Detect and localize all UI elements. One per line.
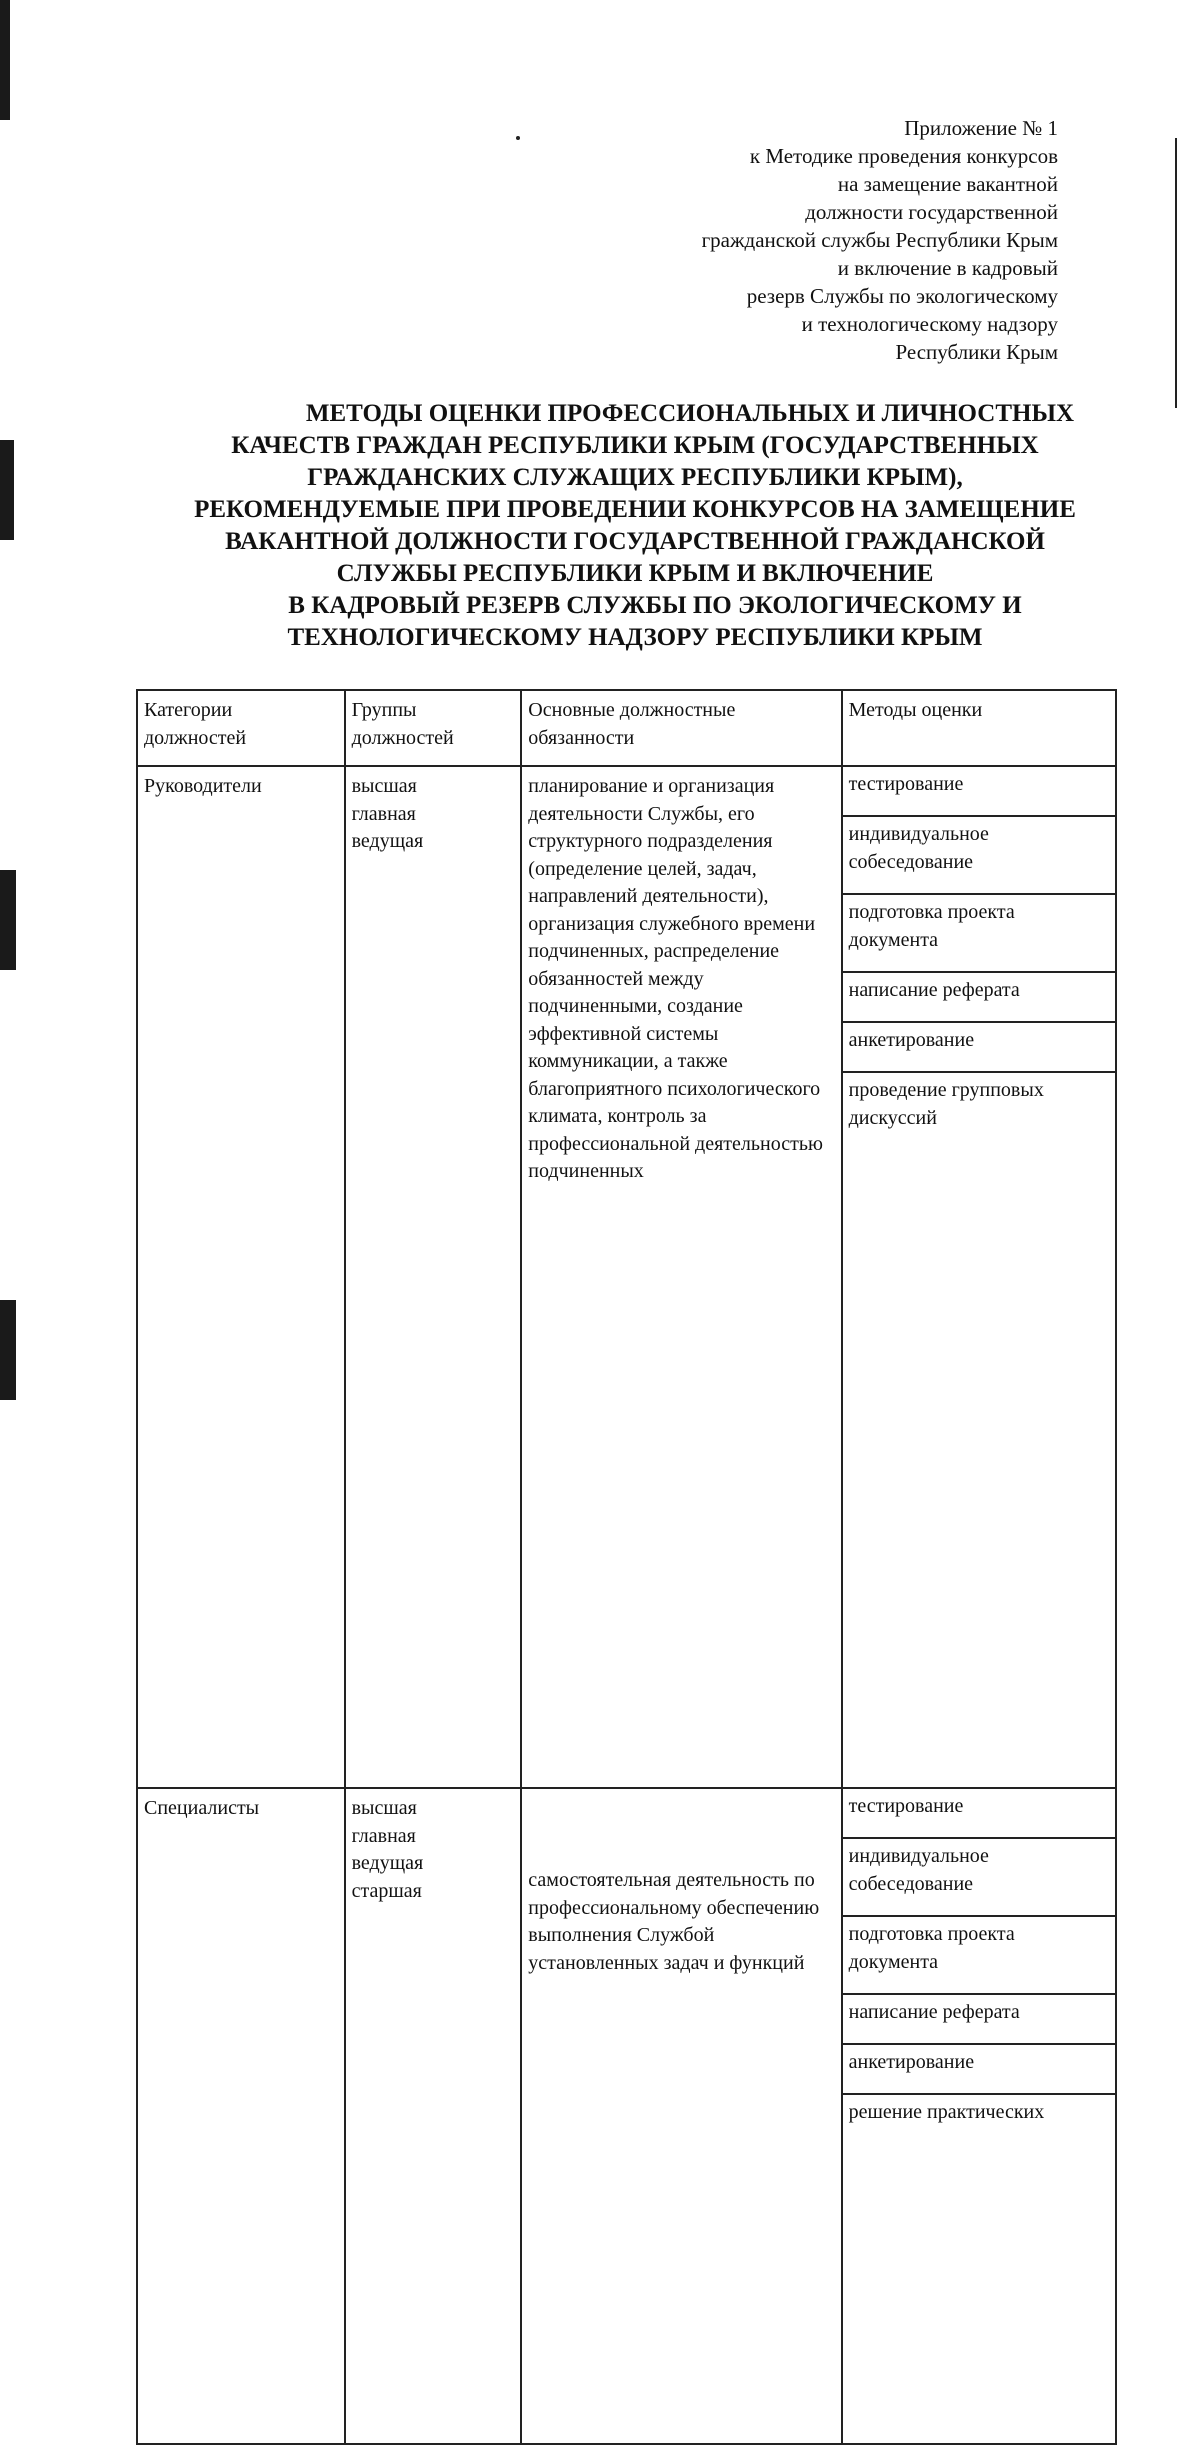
appendix-line: гражданской службы Республики Крым [701,228,1058,252]
method-item: написание реферата [843,973,1115,1023]
speck [516,136,520,140]
scan-artifact [0,0,10,120]
group-item: высшая [351,775,417,797]
appendix-line: должности государственной [805,200,1058,224]
group-item: ведущая [351,830,424,852]
category-cell: Руководители [137,766,345,1788]
method-item: написание реферата [843,1995,1115,2045]
group-item: главная [351,802,416,825]
header-cell: Методы оценки [842,690,1116,766]
header-cell: Категории должностей [137,690,345,766]
scan-artifact [0,870,16,970]
group-item: высшая [351,1797,417,1819]
title-line: ВАКАНТНОЙ ДОЛЖНОСТИ ГОСУДАРСТВЕННОЙ ГРАЖДАНСКОЙ [225,528,1045,555]
header-cell: Группы должностей [345,690,522,766]
methods-table [136,689,1117,2445]
title-line: СЛУЖБЫ РЕСПУБЛИКИ КРЫМ И ВКЛЮЧЕНИЕ [336,560,934,587]
document-title [110,398,1160,654]
appendix-line: и включение в кадровый [837,256,1058,280]
method-item: тестирование [843,767,1115,817]
method-item: подготовка проекта документа [843,895,1115,973]
table-row [137,766,1116,1788]
duties-cell: планирование и организация деятельности Службы, его структурного подразделения (определение целей, задач, направлений деятельности), организация служебного времени подчиненных, распределение обязанностей между подчиненными, создание эффективной системы коммуникации, а также благоприятного психологического климата, контроль за профессиональной деятельностью подчиненных [521,766,841,1788]
category-cell: Специалисты [137,1788,345,2444]
title-line: В КАДРОВЫЙ РЕЗЕРВ СЛУЖБЫ ПО ЭКОЛОГИЧЕСКОМУ И [288,592,1022,619]
appendix-line: и технологическому надзору [801,312,1058,336]
title-line: МЕТОДЫ ОЦЕНКИ ПРОФЕССИОНАЛЬНЫХ И ЛИЧНОСТНЫХ [305,400,1075,427]
method-item: проведение групповых дискуссий [848,1079,1044,1129]
margin-line [1175,138,1177,408]
title-line: РЕКОМЕНДУЕМЫЕ ПРИ ПРОВЕДЕНИИ КОНКУРСОВ НА ЗАМЕЩЕНИЕ [194,496,1076,523]
title-line: ТЕХНОЛОГИЧЕСКОМУ НАДЗОРУ РЕСПУБЛИКИ КРЫМ [287,624,983,651]
scan-artifact [0,1300,16,1400]
header-cell: Основные должностные обязанности [521,690,841,766]
appendix-line: Республики Крым [895,340,1058,364]
method-item: анкетирование [843,2045,1115,2095]
duties-cell: самостоятельная деятельность по профессиональному обеспечению выполнения Службой установленных задач и функций [521,1788,841,2444]
appendix-header [702,114,1058,366]
table-header-row [137,690,1116,766]
table-row [137,1788,1116,2444]
title-line: КАЧЕСТВ ГРАЖДАН РЕСПУБЛИКИ КРЫМ (ГОСУДАРСТВЕННЫХ [231,432,1039,459]
methods-cell [842,766,1116,1788]
appendix-line: резерв Службы по экологическому [746,284,1058,308]
title-line: ГРАЖДАНСКИХ СЛУЖАЩИХ РЕСПУБЛИКИ КРЫМ), [307,464,963,491]
scan-artifact [0,440,14,540]
appendix-line: к Методике проведения конкурсов [749,144,1058,168]
method-item: тестирование [843,1789,1115,1839]
methods-cell [842,1788,1116,2444]
method-item: решение практических [848,2101,1045,2123]
appendix-line: Приложение № 1 [904,116,1058,140]
method-item: индивидуальное собеседование [843,1839,1115,1917]
group-item: ведущая [351,1852,424,1874]
groups-cell [345,1788,522,2444]
method-item: подготовка проекта документа [843,1917,1115,1995]
groups-cell [345,766,522,1788]
group-item: главная [351,1824,416,1847]
group-item: старшая [351,1879,422,1902]
method-item: анкетирование [843,1023,1115,1073]
appendix-line: на замещение вакантной [837,172,1058,196]
method-item: индивидуальное собеседование [843,817,1115,895]
